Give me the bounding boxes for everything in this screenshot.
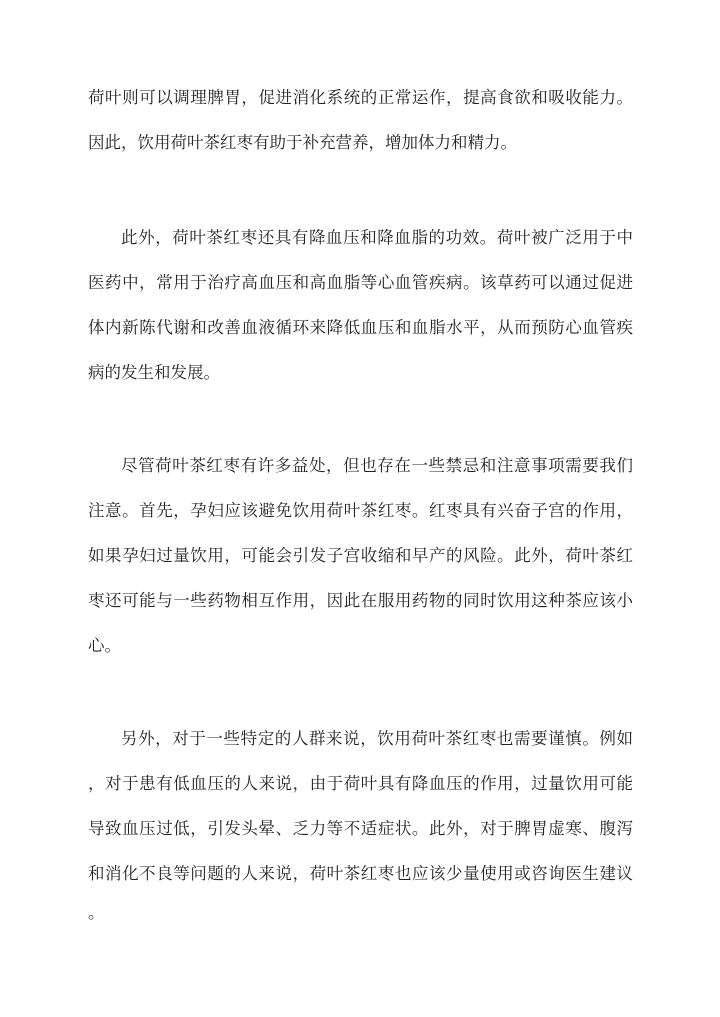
paragraph-3-line-1: 尽管荷叶茶红枣有许多益处，但也存在一些禁忌和注意事项需要我们	[121, 456, 633, 475]
paragraph-4-line-5: 。	[88, 903, 105, 922]
paragraph-2-line-1: 此外，荷叶茶红枣还具有降血压和降血脂的功效。荷叶被广泛用于中	[121, 228, 633, 247]
paragraph-3-line-4: 枣还可能与一些药物相互作用，因此在服用药物的同时饮用这种茶应该小	[88, 591, 633, 610]
paragraph-2-line-2: 医药中，常用于治疗高血压和高血脂等心血管疾病。该草药可以通过促进	[88, 273, 633, 292]
paragraph-2-line-4: 病的发生和发展。	[88, 363, 220, 382]
paragraph-3-line-5: 心。	[88, 636, 121, 655]
paragraph-1-line-2: 因此，饮用荷叶茶红枣有助于补充营养，增加体力和精力。	[88, 133, 517, 152]
paragraph-2-line-3: 体内新陈代谢和改善血液循环来降低血压和血脂水平，从而预防心血管疾	[88, 318, 633, 337]
paragraph-3-line-3: 如果孕妇过量饮用，可能会引发子宫收缩和早产的风险。此外，荷叶茶红	[88, 546, 633, 565]
paragraph-4-line-1: 另外，对于一些特定的人群来说，饮用荷叶茶红枣也需要谨慎。例如	[121, 729, 633, 748]
paragraph-4-line-2: ，对于患有低血压的人来说，由于荷叶具有降血压的作用，过量饮用可能	[88, 774, 633, 793]
paragraph-4-line-3: 导致血压过低，引发头晕、乏力等不适症状。此外，对于脾胃虚寒、腹泻	[88, 819, 633, 838]
paragraph-3-line-2: 注意。首先，孕妇应该避免饮用荷叶茶红枣。红枣具有兴奋子宫的作用，	[88, 501, 633, 520]
paragraph-1-line-1: 荷叶则可以调理脾胃，促进消化系统的正常运作，提高食欲和吸收能力。	[88, 88, 633, 107]
paragraph-4-line-4: 和消化不良等问题的人来说，荷叶茶红枣也应该少量使用或咨询医生建议	[88, 864, 633, 883]
